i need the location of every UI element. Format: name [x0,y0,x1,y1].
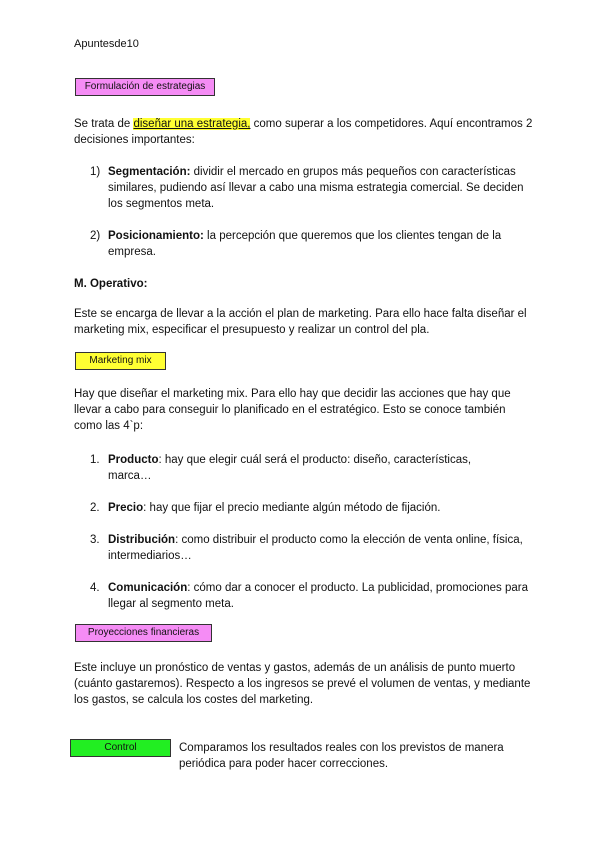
tag-formulacion-estrategias: Formulación de estrategias [75,78,215,96]
operativo-paragraph: Este se encarga de llevar a la acción el plan de marketing. Para ello hace falta diseñar el marketing mix, especificar el presupuesto y realizar un control del pla. [74,308,527,336]
tag-proyecciones-financieras: Proyecciones financieras [75,624,212,642]
p-number: 4. [90,582,100,594]
p-term: Precio [108,502,144,514]
decision-term: Posicionamiento: [108,230,204,242]
intro-text-before: Se trata de [74,118,134,130]
decision-item [108,164,528,212]
intro-highlight: diseñar una estrategia, [133,118,251,130]
decision-text: la percepción que queremos que los clientes tengan de la empresa. [108,230,502,258]
p-item [108,500,538,516]
p-term: Producto [108,454,159,466]
tag-control: Control [70,739,171,757]
p-number: 2. [90,502,100,514]
decision-item [108,228,538,260]
p-item [108,532,523,564]
decision-term: Segmentación: [108,166,191,178]
tag-marketing-mix: Marketing mix [75,352,166,370]
intro-text-after: como superar a los competidores. Aquí encontramos 2 decisiones importantes: [74,118,533,146]
page-header: Apuntesde10 [74,38,139,50]
p-number: 3. [90,534,100,546]
p-term: Comunicación [108,582,188,594]
intro-paragraph [74,116,534,148]
p-text: : hay que fijar el precio mediante algún método de fijación. [143,502,441,514]
p-text: : como distribuir el producto como la elección de venta online, física, intermediarios… [108,534,523,562]
decision-number: 1) [90,166,101,178]
p-text: : hay que elegir cuál será el producto: diseño, características, marca… [108,454,472,482]
p-number: 1. [90,454,100,466]
marketing-mix-paragraph: Hay que diseñar el marketing mix. Para ello hay que decidir las acciones que hay que llevar a cabo para conseguir lo planificado en el estratégico. Esto se conoce también como las 4`p: [74,388,511,432]
p-item [108,580,528,612]
control-paragraph: Comparamos los resultados reales con los previstos de manera periódica para poder hacer correcciones. [179,742,504,770]
p-item [108,452,508,484]
decision-number: 2) [90,230,101,242]
proyecciones-paragraph: Este incluye un pronóstico de ventas y gastos, además de un análisis de punto muerto (cuánto gastaremos). Respecto a los ingresos se prevé el volumen de ventas, y mediante los gastos, se calcula los costes del marketing. [74,662,531,706]
decision-text: dividir el mercado en grupos más pequeños con características similares, pudiendo así llevar a cabo una misma estrategia comercial. Se deciden los segmentos meta. [108,166,524,210]
p-term: Distribución [108,534,176,546]
operativo-title: M. Operativo: [74,278,148,290]
p-text: : cómo dar a conocer el producto. La publicidad, promociones para llegar al segmento meta. [108,582,528,610]
